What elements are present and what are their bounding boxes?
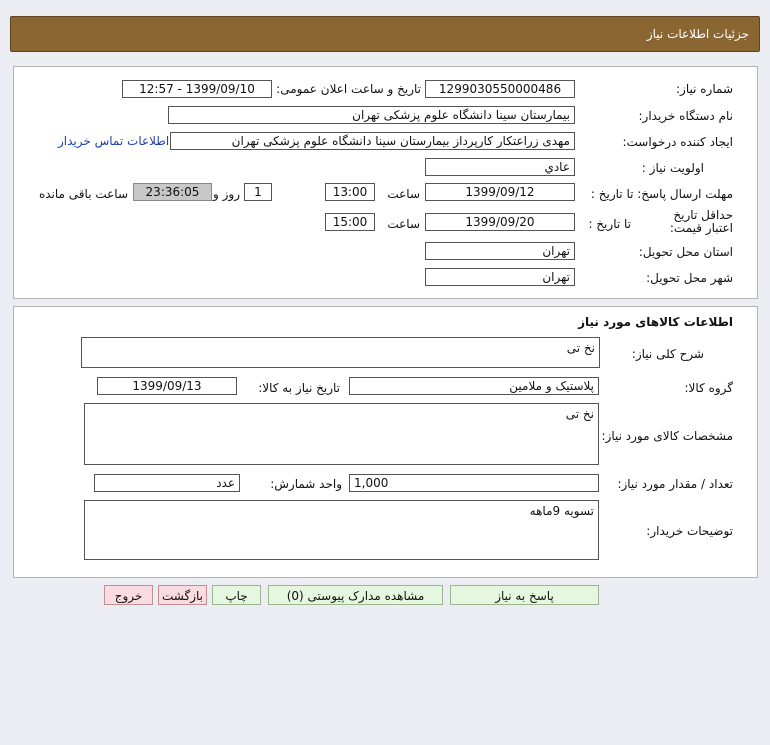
notes-label: توضیحات خریدار: bbox=[646, 524, 733, 538]
buyer-org-field: بیمارستان سینا دانشگاه علوم پزشکی تهران bbox=[168, 106, 575, 124]
city-label: شهر محل تحویل: bbox=[646, 271, 733, 285]
city-field: تهران bbox=[425, 268, 575, 286]
province-field: تهران bbox=[425, 242, 575, 260]
validity-time-label: ساعت bbox=[387, 217, 420, 231]
notes-field: تسویه 9ماهه bbox=[84, 500, 599, 560]
page-header bbox=[10, 16, 760, 52]
deadline-label: مهلت ارسال پاسخ: تا تاریخ : bbox=[590, 187, 733, 201]
need-number-field: 1299030550000486 bbox=[425, 80, 575, 98]
unit-label: واحد شمارش: bbox=[270, 477, 342, 491]
announce-field: 1399/09/10 - 12:57 bbox=[122, 80, 272, 98]
spec-label: مشخصات کالای مورد نیاز: bbox=[601, 429, 733, 443]
spec-field: نخ تی bbox=[84, 403, 599, 465]
validity-date-field: 1399/09/20 bbox=[425, 213, 575, 231]
days-label: روز و bbox=[213, 187, 240, 201]
goods-section-title: اطلاعات کالاهای مورد نیاز bbox=[578, 315, 733, 329]
creator-label: ایجاد کننده درخواست: bbox=[622, 135, 733, 149]
attachments-button[interactable]: مشاهده مدارک پیوستی (0) bbox=[268, 585, 443, 605]
deadline-date-field: 1399/09/12 bbox=[425, 183, 575, 201]
details-panel bbox=[13, 66, 758, 299]
print-button[interactable]: چاپ bbox=[212, 585, 261, 605]
deadline-time-field: 13:00 bbox=[325, 183, 375, 201]
need-date-field: 1399/09/13 bbox=[97, 377, 237, 395]
group-label: گروه کالا: bbox=[684, 381, 733, 395]
summary-field: نخ تی bbox=[81, 337, 600, 368]
validity-to-label: تا تاریخ : bbox=[588, 217, 631, 231]
exit-button[interactable]: خروج bbox=[104, 585, 153, 605]
announce-label: تاریخ و ساعت اعلان عمومی: bbox=[276, 82, 421, 96]
need-date-label: تاریخ نیاز به کالا: bbox=[258, 381, 340, 395]
buyer-contact-link[interactable]: اطلاعات تماس خریدار bbox=[58, 134, 170, 148]
page-title: جزئیات اطلاعات نیاز bbox=[646, 27, 749, 41]
validity-time-field: 15:00 bbox=[325, 213, 375, 231]
priority-field: عادي bbox=[425, 158, 575, 176]
province-label: استان محل تحویل: bbox=[638, 245, 733, 259]
need-number-label: شماره نیاز: bbox=[676, 82, 733, 96]
days-field: 1 bbox=[244, 183, 272, 201]
group-field: پلاستیک و ملامین bbox=[349, 377, 599, 395]
creator-field: مهدی زراعتکار کارپرداز بیمارستان سینا دانشگاه علوم پزشکی تهران bbox=[170, 132, 575, 150]
qty-label: تعداد / مقدار مورد نیاز: bbox=[617, 477, 733, 491]
validity-label: حداقل تاریخ اعتبار قیمت: bbox=[669, 208, 733, 235]
qty-field: 1,000 bbox=[349, 474, 599, 492]
remaining-time-field: 23:36:05 bbox=[133, 183, 212, 201]
buyer-org-label: نام دستگاه خریدار: bbox=[638, 109, 733, 123]
summary-label: شرح کلی نیاز: bbox=[631, 347, 704, 361]
back-button[interactable]: بازگشت bbox=[158, 585, 207, 605]
unit-field: عدد bbox=[94, 474, 240, 492]
remaining-label: ساعت باقی مانده bbox=[38, 187, 128, 201]
priority-label: اولویت نیاز : bbox=[641, 161, 704, 175]
deadline-time-label: ساعت bbox=[387, 187, 420, 201]
reply-button[interactable]: پاسخ به نیاز bbox=[450, 585, 599, 605]
